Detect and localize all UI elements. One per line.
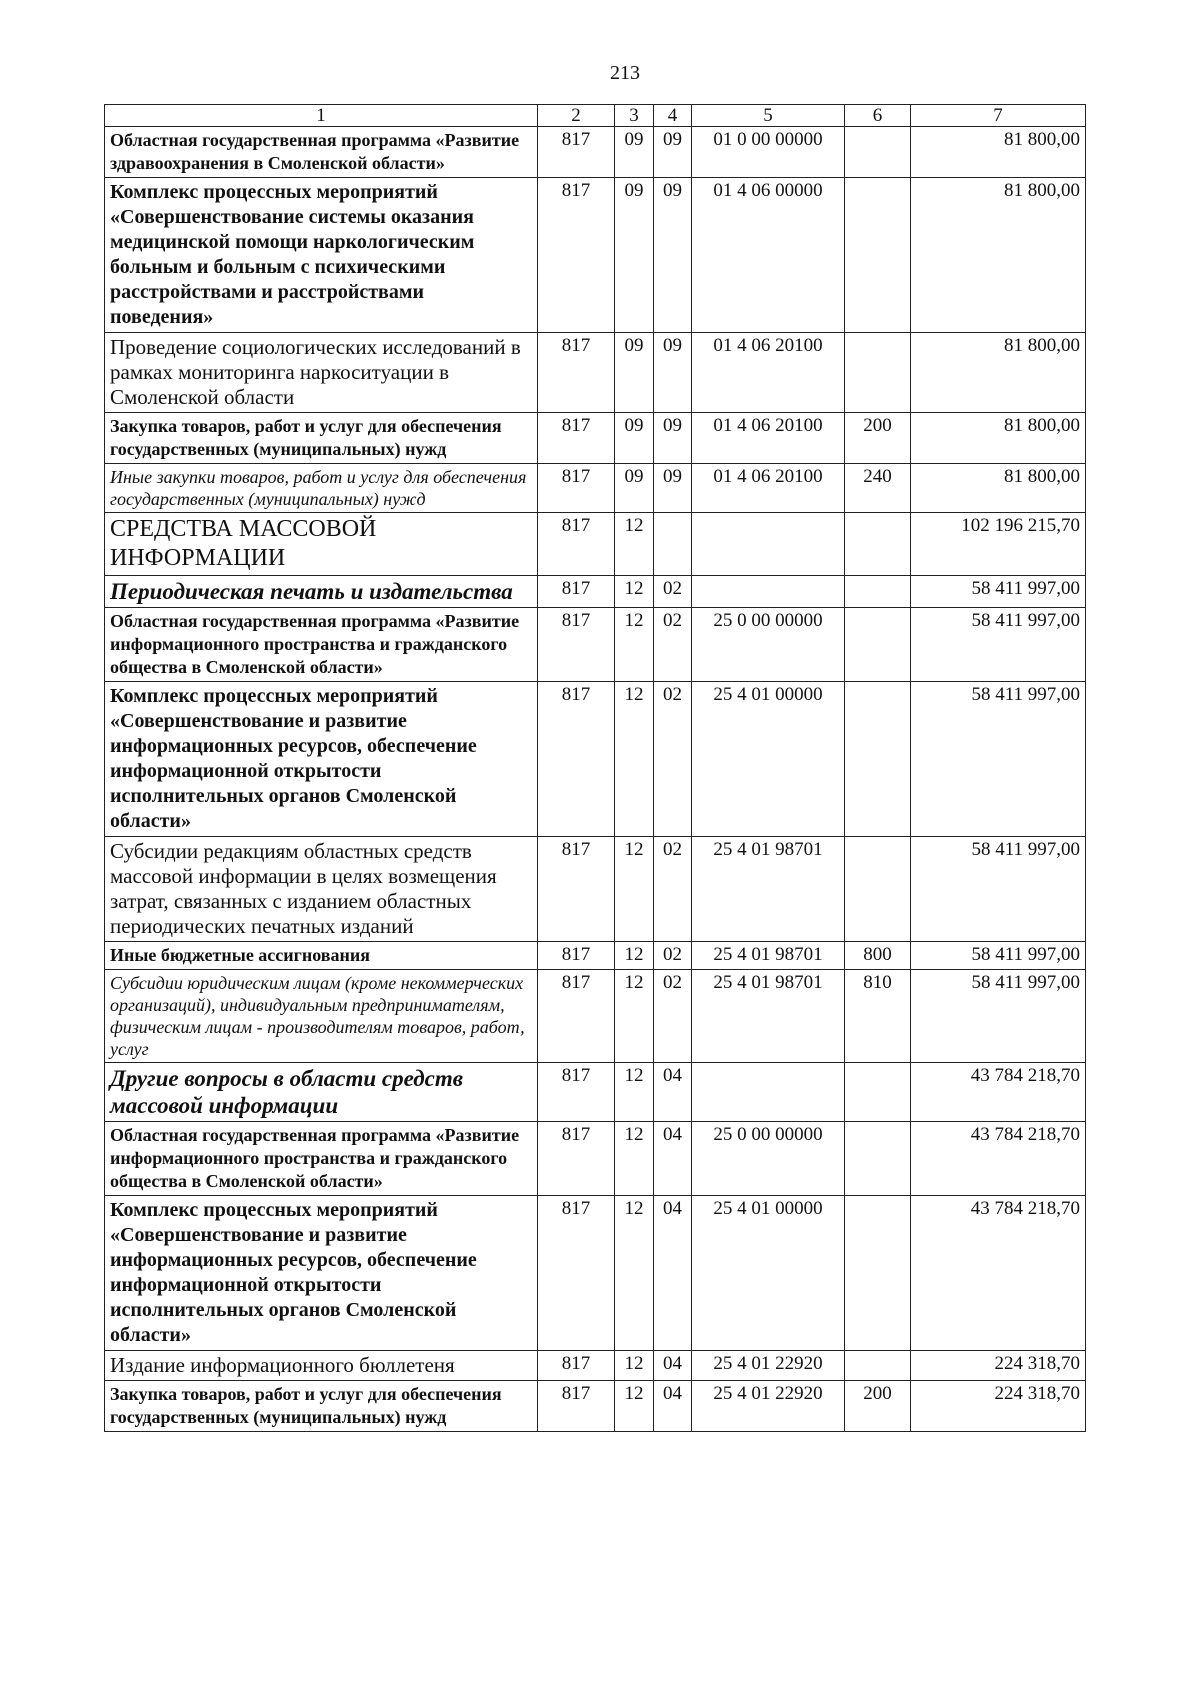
admin-code-cell: 817	[538, 413, 615, 464]
subsection-code-cell: 04	[654, 1063, 692, 1122]
subsection-code-cell: 04	[654, 1381, 692, 1432]
expense-type-cell	[845, 513, 911, 576]
target-article-cell: 01 4 06 00000	[692, 178, 845, 333]
subsection-code-cell: 09	[654, 127, 692, 178]
target-article-cell: 25 4 01 22920	[692, 1351, 845, 1381]
section-code-cell: 12	[615, 1351, 654, 1381]
section-code-cell: 12	[615, 1122, 654, 1196]
table-row	[105, 837, 1086, 942]
section-code-cell: 12	[615, 1381, 654, 1432]
admin-code-cell: 817	[538, 576, 615, 608]
amount-cell: 81 800,00	[911, 127, 1086, 178]
target-article-cell: 25 4 01 22920	[692, 1381, 845, 1432]
expense-type-cell	[845, 682, 911, 837]
expense-type-cell	[845, 837, 911, 942]
subsection-code-cell	[654, 513, 692, 576]
admin-code-cell: 817	[538, 127, 615, 178]
subsection-code-cell: 02	[654, 942, 692, 970]
target-article-cell	[692, 576, 845, 608]
target-article-cell: 25 4 01 98701	[692, 942, 845, 970]
subsection-code-cell: 04	[654, 1196, 692, 1351]
row-name-cell: Издание информационного бюллетеня	[105, 1351, 538, 1381]
admin-code-cell: 817	[538, 464, 615, 513]
expense-type-cell: 200	[845, 413, 911, 464]
target-article-cell: 01 0 00 00000	[692, 127, 845, 178]
table-row	[105, 1381, 1086, 1432]
amount-cell: 58 411 997,00	[911, 682, 1086, 837]
subsection-code-cell: 09	[654, 333, 692, 413]
admin-code-cell: 817	[538, 178, 615, 333]
budget-table	[104, 104, 1086, 1432]
amount-cell: 81 800,00	[911, 178, 1086, 333]
target-article-cell: 25 4 01 00000	[692, 682, 845, 837]
subsection-code-cell: 02	[654, 837, 692, 942]
admin-code-cell: 817	[538, 837, 615, 942]
target-article-cell: 25 0 00 00000	[692, 1122, 845, 1196]
amount-cell: 81 800,00	[911, 333, 1086, 413]
admin-code-cell: 817	[538, 333, 615, 413]
amount-cell: 43 784 218,70	[911, 1122, 1086, 1196]
row-name-cell: Субсидии редакциям областных средств массовой информации в целях возмещения затрат, связанных с изданием областных периодических печатных изданий	[105, 837, 538, 942]
row-name-cell: Областная государственная программа «Развитие информационного пространства и гражданского общества в Смоленской области»	[105, 608, 538, 682]
section-code-cell: 12	[615, 1196, 654, 1351]
subsection-code-cell: 02	[654, 576, 692, 608]
table-row	[105, 608, 1086, 682]
amount-cell: 58 411 997,00	[911, 837, 1086, 942]
target-article-cell	[692, 1063, 845, 1122]
table-row	[105, 1122, 1086, 1196]
row-name-cell: Закупка товаров, работ и услуг для обеспечения государственных (муниципальных) нужд	[105, 1381, 538, 1432]
table-row	[105, 942, 1086, 970]
row-name-cell: Иные бюджетные ассигнования	[105, 942, 538, 970]
row-name-cell: Другие вопросы в области средств массовой информации	[105, 1063, 538, 1122]
target-article-cell: 01 4 06 20100	[692, 333, 845, 413]
admin-code-cell: 817	[538, 608, 615, 682]
row-name-cell: Комплекс процессных мероприятий «Совершенствование и развитие информационных ресурсов, обеспечение информационной открытости исполнительных органов Смоленской области»	[105, 1196, 538, 1351]
subsection-code-cell: 02	[654, 970, 692, 1063]
row-name-cell: Областная государственная программа «Развитие здравоохранения в Смоленской области»	[105, 127, 538, 178]
amount-cell: 81 800,00	[911, 413, 1086, 464]
row-name-cell: Областная государственная программа «Развитие информационного пространства и гражданского общества в Смоленской области»	[105, 1122, 538, 1196]
table-row	[105, 464, 1086, 513]
row-name-cell: Комплекс процессных мероприятий «Совершенствование системы оказания медицинской помощи наркологическим больным и больным с психическими расстройствами и расстройствами поведения»	[105, 178, 538, 333]
table-row	[105, 576, 1086, 608]
table-row	[105, 1063, 1086, 1122]
table-row	[105, 1196, 1086, 1351]
table-row	[105, 127, 1086, 178]
section-code-cell: 09	[615, 413, 654, 464]
target-article-cell: 25 4 01 00000	[692, 1196, 845, 1351]
table-row	[105, 682, 1086, 837]
row-name-cell: Проведение социологических исследований в рамках мониторинга наркоситуации в Смоленской области	[105, 333, 538, 413]
subsection-code-cell: 02	[654, 608, 692, 682]
target-article-cell: 01 4 06 20100	[692, 413, 845, 464]
table-row	[105, 333, 1086, 413]
subsection-code-cell: 04	[654, 1122, 692, 1196]
amount-cell: 224 318,70	[911, 1351, 1086, 1381]
amount-cell: 58 411 997,00	[911, 970, 1086, 1063]
amount-cell: 58 411 997,00	[911, 576, 1086, 608]
row-name-cell: Субсидии юридическим лицам (кроме некоммерческих организаций), индивидуальным предпринимателям, физическим лицам - производителям товаров, работ, услуг	[105, 970, 538, 1063]
section-code-cell: 09	[615, 333, 654, 413]
section-code-cell: 12	[615, 837, 654, 942]
target-article-cell: 01 4 06 20100	[692, 464, 845, 513]
column-number: 4	[654, 105, 692, 127]
column-number: 7	[911, 105, 1086, 127]
amount-cell: 58 411 997,00	[911, 942, 1086, 970]
subsection-code-cell: 09	[654, 178, 692, 333]
expense-type-cell: 810	[845, 970, 911, 1063]
page-number: 213	[610, 62, 640, 84]
expense-type-cell: 800	[845, 942, 911, 970]
amount-cell: 58 411 997,00	[911, 608, 1086, 682]
column-number: 3	[615, 105, 654, 127]
target-article-cell: 25 4 01 98701	[692, 970, 845, 1063]
row-name-cell: Периодическая печать и издательства	[105, 576, 538, 608]
expense-type-cell	[845, 608, 911, 682]
admin-code-cell: 817	[538, 682, 615, 837]
table-row	[105, 413, 1086, 464]
admin-code-cell: 817	[538, 1351, 615, 1381]
subsection-code-cell: 09	[654, 464, 692, 513]
expense-type-cell	[845, 333, 911, 413]
row-name-cell: СРЕДСТВА МАССОВОЙ ИНФОРМАЦИИ	[105, 513, 538, 576]
section-code-cell: 12	[615, 608, 654, 682]
table-row	[105, 1351, 1086, 1381]
expense-type-cell	[845, 1063, 911, 1122]
section-code-cell: 12	[615, 682, 654, 837]
column-number: 1	[105, 105, 538, 127]
subsection-code-cell: 04	[654, 1351, 692, 1381]
amount-cell: 102 196 215,70	[911, 513, 1086, 576]
admin-code-cell: 817	[538, 942, 615, 970]
table-row	[105, 513, 1086, 576]
admin-code-cell: 817	[538, 1381, 615, 1432]
expense-type-cell	[845, 576, 911, 608]
section-code-cell: 09	[615, 464, 654, 513]
section-code-cell: 12	[615, 513, 654, 576]
admin-code-cell: 817	[538, 1196, 615, 1351]
expense-type-cell	[845, 1122, 911, 1196]
amount-cell: 43 784 218,70	[911, 1196, 1086, 1351]
admin-code-cell: 817	[538, 1063, 615, 1122]
target-article-cell: 25 4 01 98701	[692, 837, 845, 942]
expense-type-cell	[845, 1196, 911, 1351]
section-code-cell: 12	[615, 970, 654, 1063]
target-article-cell	[692, 513, 845, 576]
subsection-code-cell: 09	[654, 413, 692, 464]
expense-type-cell: 240	[845, 464, 911, 513]
expense-type-cell	[845, 127, 911, 178]
amount-cell: 81 800,00	[911, 464, 1086, 513]
amount-cell: 224 318,70	[911, 1381, 1086, 1432]
expense-type-cell	[845, 178, 911, 333]
admin-code-cell: 817	[538, 970, 615, 1063]
expense-type-cell	[845, 1351, 911, 1381]
table-row	[105, 970, 1086, 1063]
section-code-cell: 12	[615, 942, 654, 970]
column-number: 6	[845, 105, 911, 127]
column-number: 2	[538, 105, 615, 127]
section-code-cell: 12	[615, 576, 654, 608]
section-code-cell: 09	[615, 127, 654, 178]
admin-code-cell: 817	[538, 1122, 615, 1196]
subsection-code-cell: 02	[654, 682, 692, 837]
column-number: 5	[692, 105, 845, 127]
row-name-cell: Иные закупки товаров, работ и услуг для обеспечения государственных (муниципальных) нужд	[105, 464, 538, 513]
row-name-cell: Закупка товаров, работ и услуг для обеспечения государственных (муниципальных) нужд	[105, 413, 538, 464]
section-code-cell: 09	[615, 178, 654, 333]
target-article-cell: 25 0 00 00000	[692, 608, 845, 682]
expense-type-cell: 200	[845, 1381, 911, 1432]
section-code-cell: 12	[615, 1063, 654, 1122]
column-number-row	[105, 105, 1086, 127]
table-row	[105, 178, 1086, 333]
amount-cell: 43 784 218,70	[911, 1063, 1086, 1122]
row-name-cell: Комплекс процессных мероприятий «Совершенствование и развитие информационных ресурсов, обеспечение информационной открытости исполнительных органов Смоленской области»	[105, 682, 538, 837]
admin-code-cell: 817	[538, 513, 615, 576]
